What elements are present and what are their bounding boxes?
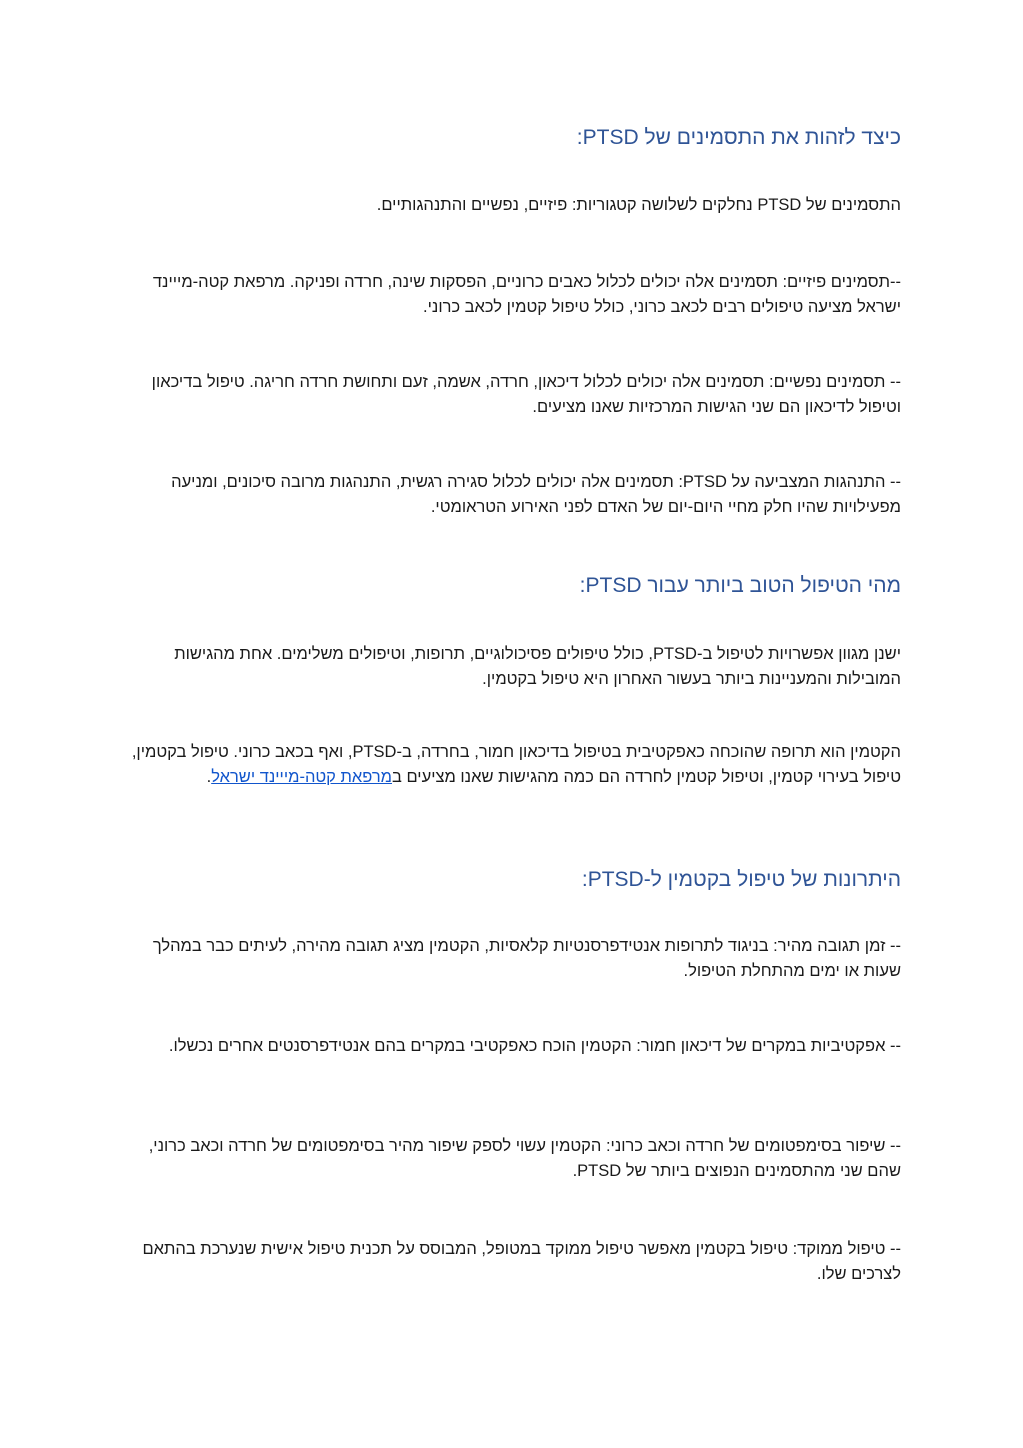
- paragraph-physical-symptoms: --תסמינים פיזיים: תסמינים אלה יכולים לכלול כאבים כרוניים, הפסקות שינה, חרדה ופניקה. מרפאת קטה-מייינד ישראל מציעה טיפולים רבים לכאב כרוני, כולל טיפול קטמין לכאב כרוני.: [152, 273, 901, 316]
- paragraph-benefit-focused-treatment: -- טיפול ממוקד: טיפול בקטמין מאפשר טיפול ממוקד במטופל, המבוסס על תכנית טיפול אישית שנערכת בהתאם לצרכים שלו.: [142, 1240, 901, 1283]
- section-heading-ketamine-benefits: היתרונות של טיפול בקטמין ל-PTSD:: [581, 868, 901, 891]
- section-heading-best-treatment: מהי הטיפול הטוב ביותר עבור PTSD:: [579, 574, 901, 597]
- paragraph-mental-symptoms: -- תסמינים נפשיים: תסמינים אלה יכולים לכלול דיכאון, חרדה, אשמה, זעם ותחושת חרדה חריגה. טיפול בדיכאון וטיפול לדיכאון הם שני הגישות המרכזיות שאנו מציעים.: [151, 373, 901, 416]
- paragraph-treatment-options: ישנן מגוון אפשרויות לטיפול ב-PTSD, כולל טיפולים פסיכולוגיים, תרופות, וטיפולים משלימים. אחת מהגישות המובילות והמעניינות ביותר בעשור האחרון היא טיפול בקטמין.: [174, 645, 901, 688]
- clinic-link[interactable]: מרפאת קטה-מייינד ישראל: [211, 768, 392, 786]
- paragraph-ketamine-clinic: [131, 740, 901, 790]
- paragraph-benefit-fast-response: -- זמן תגובה מהיר: בניגוד לתרופות אנטידפרסנטיות קלאסיות, הקטמין מציג תגובה מהירה, לעיתים כבר במהלך שעות או ימים מהתחלת הטיפול.: [152, 937, 901, 980]
- paragraph-ketamine-text: הקטמין הוא תרופה שהוכחה כאפקטיבית בטיפול בדיכאון חמור, בחרדה, ב-PTSD, ואף בכאב כרוני. טיפול בקטמין, טיפול בעירוי קטמין, וטיפול קטמין לחרדה הם כמה מהגישות שאנו מציעים ב: [131, 743, 901, 786]
- paragraph-behavioral-symptoms: -- התנהגות המצביעה על PTSD: תסמינים אלה יכולים לכלול סגירה רגשית, התנהגות מרובה סיכונים, ומניעה מפעילויות שהיו חלק מחיי היום-יום של האדם לפני האירוע הטראומטי.: [171, 473, 901, 516]
- paragraph-benefit-anxiety-pain: -- שיפור בסימפטומים של חרדה וכאב כרוני: הקטמין עשוי לספק שיפור מהיר בסימפטומים של חרדה וכאב כרוני, שהם שני מהתסמינים הנפוצים ביותר של PTSD.: [148, 1137, 901, 1180]
- paragraph-symptom-categories: התסמינים של PTSD נחלקים לשלושה קטגוריות: פיזיים, נפשיים והתנהגותיים.: [376, 196, 901, 214]
- paragraph-ketamine-end: .: [206, 768, 212, 786]
- section-heading-identify-symptoms: כיצד לזהות את התסמינים של PTSD:: [576, 126, 901, 149]
- paragraph-benefit-severe-depression: -- אפקטיביות במקרים של דיכאון חמור: הקטמין הוכח כאפקטיבי במקרים בהם אנטידפרסנטים אחרים נכשלו.: [168, 1037, 901, 1055]
